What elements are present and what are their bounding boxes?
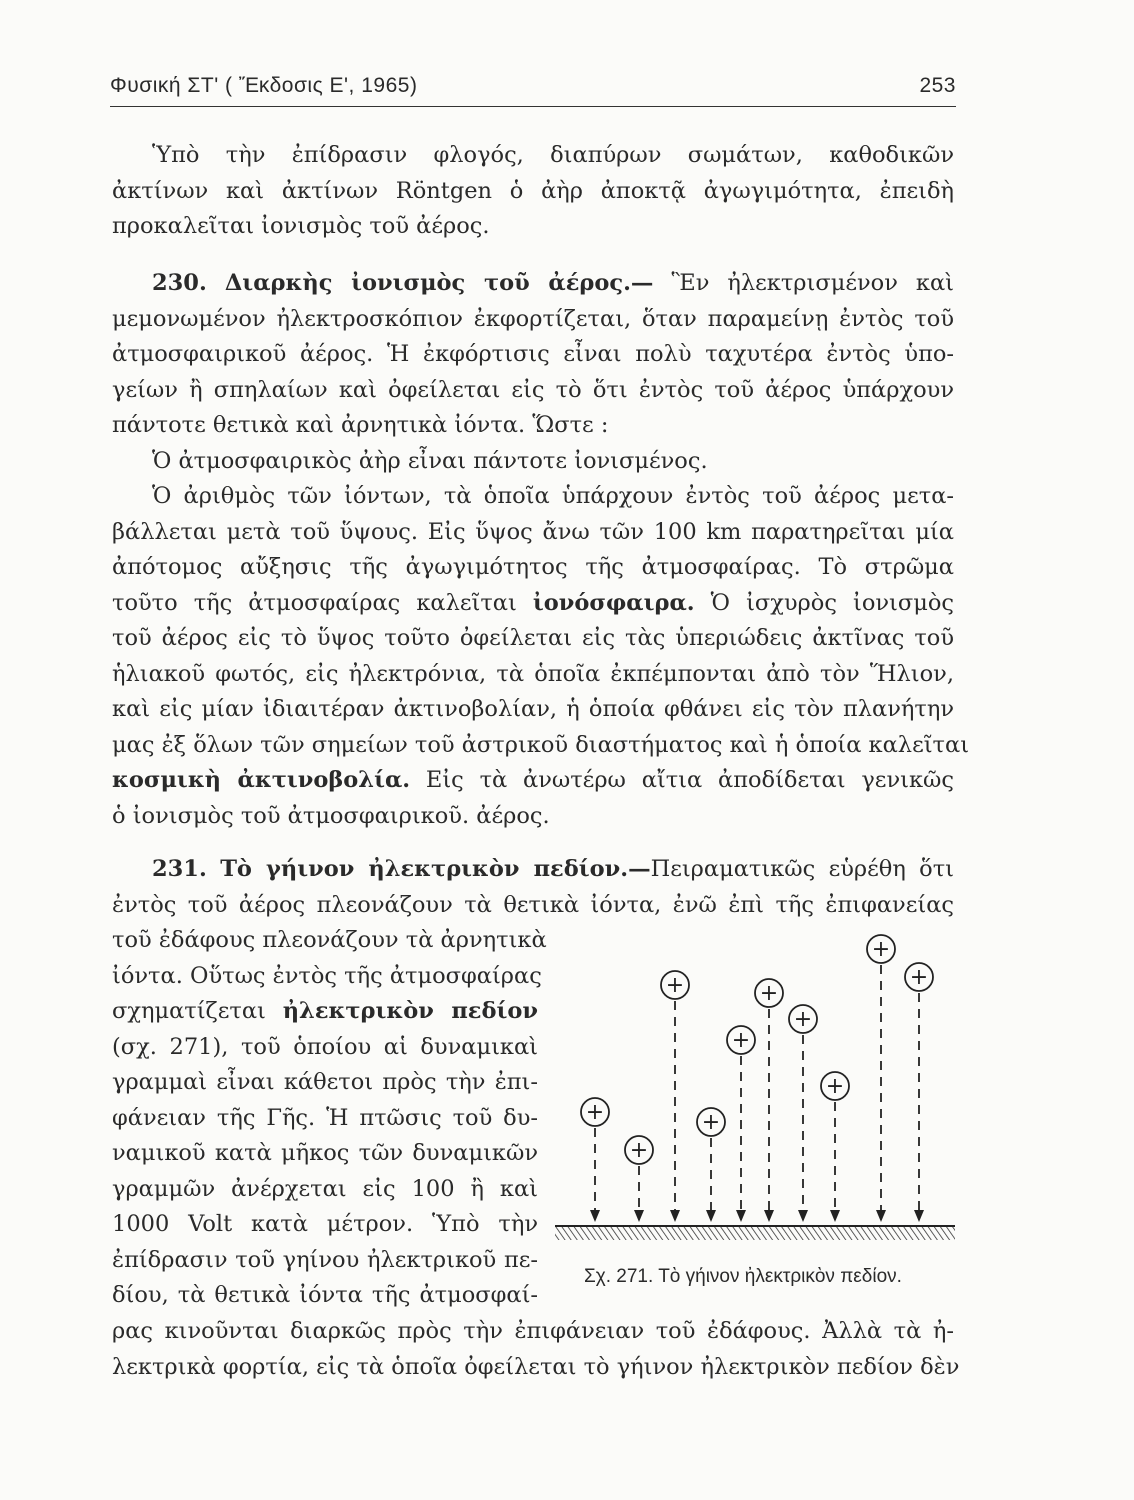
text-line: ὁ ἰονισμὸς τοῦ ἀτμοσφαιρικοῦ. ἀέρος. xyxy=(112,802,550,829)
section-231-tail xyxy=(112,1314,960,1385)
text-line: προκαλεῖται ἰονισμὸς τοῦ ἀέρος. xyxy=(112,213,490,239)
field-arrowhead xyxy=(590,1210,600,1222)
text-line xyxy=(112,763,954,799)
term-electric-field: ἠλεκτρικὸν πεδίον xyxy=(282,998,538,1024)
term-cosmic-radiation: κοσμικὴ ἀκτινοβολία. xyxy=(112,767,411,793)
text-run: Εἰς τὰ ἀνωτέρω αἴτια ἀποδίδεται γενικῶς xyxy=(410,767,954,793)
positive-ion-sign: + xyxy=(909,965,929,990)
section-heading-line xyxy=(112,852,954,888)
text-line: ναμικοῦ κατὰ μῆκος τῶν δυναμικῶν xyxy=(112,1140,538,1166)
positive-ion-sign: + xyxy=(629,1138,649,1163)
text-line: ἐπίδρασιν τοῦ γηίνου ἠλεκτρικοῦ πε- xyxy=(112,1246,538,1273)
term-ionosphere: ἰονόσφαιρα. xyxy=(532,589,695,616)
field-arrowhead xyxy=(914,1210,924,1222)
text-line: τοῦ ἐδάφους πλεονάζουν τὰ ἀρνητικὰ xyxy=(112,927,547,953)
text-line: ἀπότομος αὔξησις τῆς ἀγωγιμότητος τῆς ἀτμοσφαίρας. Τὸ στρῶμα xyxy=(112,554,954,580)
text-line: Ὑπὸ τὴν ἐπίδρασιν φλογός, διαπύρων σωμάτων, καθοδικῶν xyxy=(152,142,954,168)
running-head xyxy=(110,74,956,98)
text-line: (σχ. 271), τοῦ ὁποίου αἱ δυναμικαὶ xyxy=(112,1033,538,1060)
section-231 xyxy=(112,852,954,923)
text-line: ἡλιακοῦ φωτός, εἰς ἠλεκτρόνια, τὰ ὁποῖα ἐκπέμπονται ἀπὸ τὸν Ἥλιον, xyxy=(112,660,954,687)
earth-electric-field-figure xyxy=(555,930,959,1260)
text-line xyxy=(112,586,954,622)
text-line: μας ἐξ ὅλων τῶν σημείων τοῦ ἀστρικοῦ διαστήματος καὶ ἡ ὁποία καλεῖται xyxy=(112,731,970,758)
text-line: τοῦ ἀέρος εἰς τὸ ὕψος τοῦτο ὀφείλεται εἰς τὰς ὑπεριώδεις ἀκτῖνας τοῦ xyxy=(112,625,954,651)
field-lines-group xyxy=(581,935,933,1222)
field-arrowhead xyxy=(876,1210,886,1222)
positive-ion-sign: + xyxy=(731,1028,751,1053)
section-heading: Διαρκὴς ἰονισμὸς τοῦ ἀέρος.— xyxy=(224,270,654,296)
text-line: Ὁ ἀριθμὸς τῶν ἰόντων, τὰ ὁποῖα ὑπάρχουν ἐντὸς τοῦ ἀέρος μετα- xyxy=(152,483,954,509)
text-run: σχηματίζεται xyxy=(112,998,283,1024)
text-line: βάλλεται μετὰ τοῦ ὕψους. Εἰς ὕψος ἄνω τῶν 100 km παρατηρεῖται μία xyxy=(112,518,954,545)
text-line: καὶ εἰς μίαν ἰδιαιτέραν ἀκτινοβολίαν, ἡ ὁποία φθάνει εἰς τὸν πλανήτην xyxy=(112,696,954,722)
positive-ion-sign: + xyxy=(701,1110,721,1135)
text-line: 1000 Volt κατὰ μέτρον. Ὑπὸ τὴν xyxy=(112,1211,538,1237)
text-line: λεκτρικὰ φορτία, εἰς τὰ ὁποῖα ὀφείλεται τὸ γήινον ἠλεκτρικὸν πεδίον δὲν xyxy=(112,1353,960,1380)
text-line: ἀκτίνων καὶ ἀκτίνων Röntgen ὁ ἀὴρ ἀποκτᾷ ἀγωγιμότητα, ἐπειδὴ xyxy=(112,177,954,204)
text-line xyxy=(112,994,538,1030)
statement: Ὁ ἀτμοσφαιρικὸς ἀὴρ εἶναι πάντοτε ἰονισμένος. xyxy=(152,447,708,474)
positive-ion-sign: + xyxy=(665,973,685,998)
text-line: πάντοτε θετικὰ καὶ ἀρνητικὰ ἰόντα. Ὥστε : xyxy=(112,412,609,438)
text-run: Ἓν ἠλεκτρισμένον καὶ xyxy=(653,270,954,296)
section-231-wrap xyxy=(112,923,547,1314)
section-number: 231. xyxy=(152,856,207,882)
text-line: γραμμῶν ἀνέρχεται εἰς 100 ἢ καὶ xyxy=(112,1175,538,1202)
field-arrowhead xyxy=(634,1210,644,1222)
text-line: μεμονωμένον ἠλεκτροσκόπιον ἐκφορτίζεται, ὅταν παραμείνῃ ἐντὸς τοῦ xyxy=(112,305,954,332)
figure-caption: Σχ. 271. Τὸ γήινον ἠλεκτρικὸν πεδίον. xyxy=(584,1266,902,1287)
text-line: δίου, τὰ θετικὰ ἰόντα τῆς ἀτμοσφαί- xyxy=(112,1282,538,1308)
field-arrowhead xyxy=(670,1210,680,1222)
positive-ion-sign: + xyxy=(585,1100,605,1125)
text-run: τοῦτο τῆς ἀτμοσφαίρας καλεῖται xyxy=(112,589,533,616)
page-number: 253 xyxy=(919,74,956,97)
ground-surface xyxy=(555,1226,955,1240)
section-heading: Τὸ γήινον ἠλεκτρικὸν πεδίον.— xyxy=(220,856,651,882)
section-number: 230. xyxy=(152,270,207,296)
text-run: Πειραματικῶς εὑρέθη ὅτι xyxy=(650,856,954,882)
text-line: ἀτμοσφαιρικοῦ ἀέρος. Ἡ ἐκφόρτισις εἶναι πολὺ ταχυτέρα ἐντὸς ὑπο- xyxy=(112,341,954,367)
running-title: Φυσική ΣΤ' ( Ἔκδοσις Ε', 1965) xyxy=(110,74,418,97)
section-heading-line xyxy=(112,266,954,302)
text-line: γραμμαὶ εἶναι κάθετοι πρὸς τὴν ἐπι- xyxy=(112,1069,538,1095)
field-arrowhead xyxy=(706,1210,716,1222)
text-line: ἐντὸς τοῦ ἀέρος πλεονάζουν τὰ θετικὰ ἰόντα, ἐνῶ ἐπὶ τῆς ἐπιφανείας xyxy=(112,891,954,918)
text-line: γείων ἢ σπηλαίων καὶ ὀφείλεται εἰς τὸ ὅτι ἐντὸς τοῦ ἀέρος ὑπάρχουν xyxy=(112,376,954,403)
positive-ion-sign: + xyxy=(871,937,891,962)
paragraph-1 xyxy=(112,138,954,245)
field-arrowhead xyxy=(798,1210,808,1222)
field-arrowhead xyxy=(764,1210,774,1222)
text-line: ρας κινοῦνται διαρκῶς πρὸς τὴν ἐπιφάνειαν τοῦ ἐδάφους. Ἀλλὰ τὰ ἠ- xyxy=(112,1318,954,1344)
text-run: Ὁ ἰσχυρὸς ἰονισμὸς xyxy=(694,589,954,616)
field-arrowhead xyxy=(830,1210,840,1222)
text-line: ἰόντα. Οὕτως ἐντὸς τῆς ἀτμοσφαίρας xyxy=(112,962,542,989)
header-rule xyxy=(110,106,956,107)
field-arrowhead xyxy=(736,1210,746,1222)
positive-ion-sign: + xyxy=(825,1074,845,1099)
positive-ion-sign: + xyxy=(793,1007,813,1032)
section-230 xyxy=(112,266,970,834)
positive-ion-sign: + xyxy=(759,981,779,1006)
text-line: φάνειαν τῆς Γῆς. Ἡ πτῶσις τοῦ δυ- xyxy=(112,1104,538,1131)
